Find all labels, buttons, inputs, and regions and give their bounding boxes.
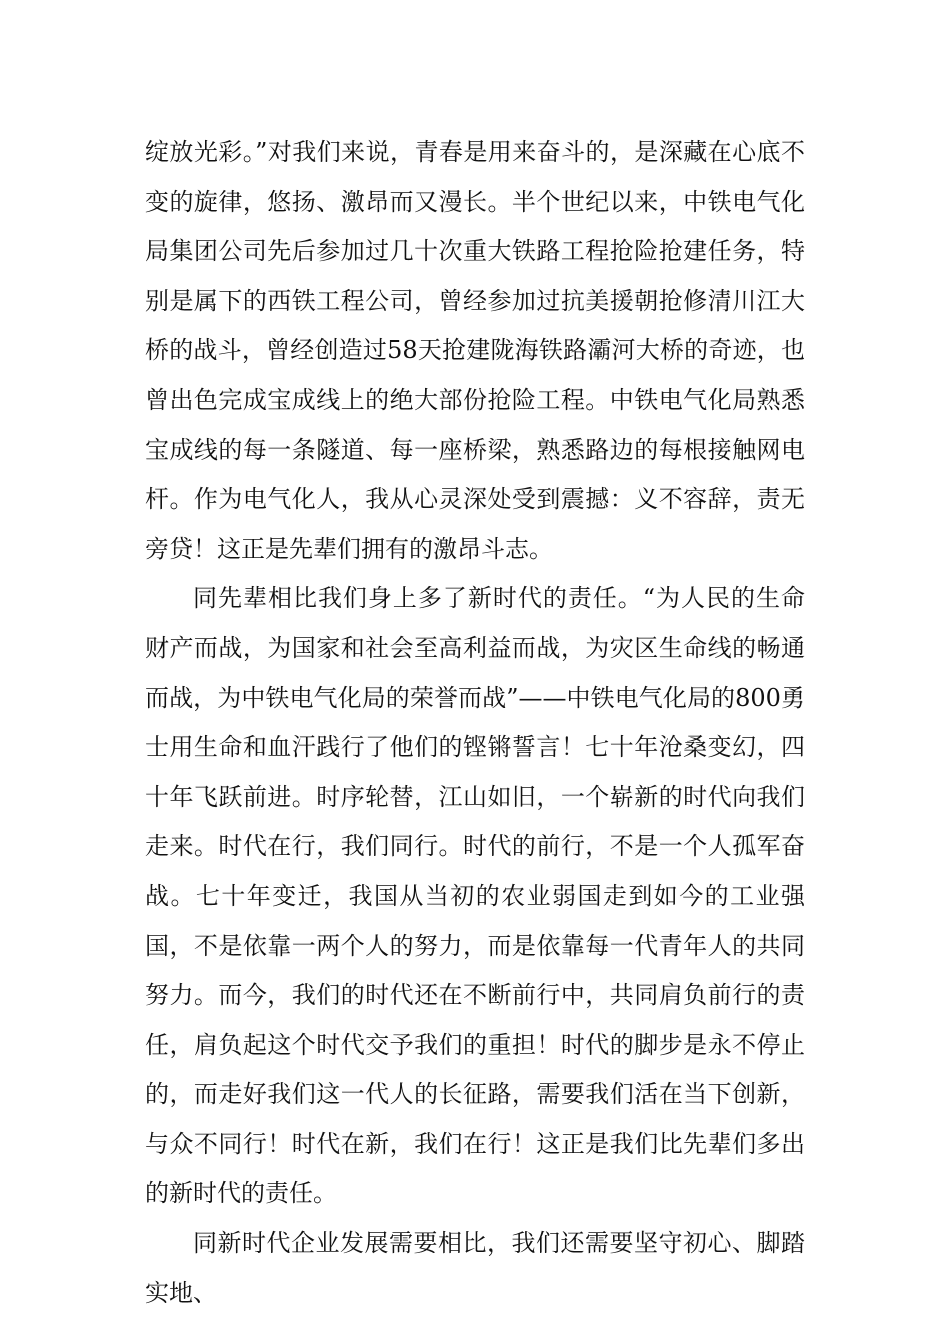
paragraph-2: 同先辈相比我们身上多了新时代的责任。“为人民的生命财产而战，为国家和社会至高利益而战，为灾区生命线的畅通而战，为中铁电气化局的荣誉而战”——中铁电气化局的800勇士用生命和血汗践行了他们的铿锵誓言！七十年沧桑变幻，四十年飞跃前进。时序轮替，江山如旧，一个崭新的时代向我们走来。时代在行，我们同行。时代的前行，不是一个人孤军奋战。七十年变迁，我国从当初的农业弱国走到如今的工业强国，不是依靠一两个人的努力，而是依靠每一代青年人的共同努力。而今，我们的时代还在不断前行中，共同肩负前行的责任，肩负起这个时代交予我们的重担！时代的脚步是永不停止的，而走好我们这一代人的长征路，需要我们活在当下创新，与众不同行！时代在新，我们在行！这正是我们比先辈们多出的新时代的责任。: [145, 584, 805, 1208]
paragraph-3: 同新时代企业发展需要相比，我们还需要坚守初心、脚踏实地、: [145, 1229, 805, 1307]
document-body: [145, 128, 805, 1318]
paragraph-1: 绽放光彩。”对我们来说，青春是用来奋斗的，是深藏在心底不变的旋律，悠扬、激昂而又漫长。半个世纪以来，中铁电气化局集团公司先后参加过几十次重大铁路工程抢险抢建任务，特别是属下的西铁工程公司，曾经参加过抗美援朝抢修清川江大桥的战斗，曾经创造过58天抢建陇海铁路灞河大桥的奇迹，也曾出色完成宝成线上的绝大部份抢险工程。中铁电气化局熟悉宝成线的每一条隧道、每一座桥梁，熟悉路边的每根接触网电杆。作为电气化人，我从心灵深处受到震撼：义不容辞，责无旁贷！这正是先辈们拥有的激昂斗志。: [145, 138, 805, 563]
